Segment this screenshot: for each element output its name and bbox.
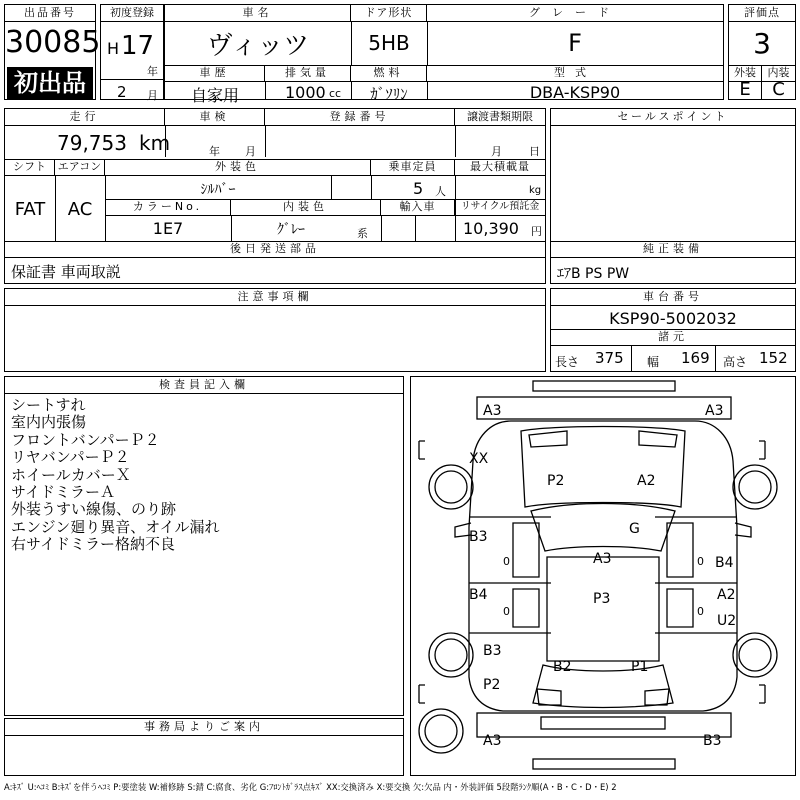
- shift-label: シフト: [5, 159, 55, 176]
- inspector-line: ホイールカバーＸ: [11, 465, 131, 484]
- damage-mark-front-left-corner: A3: [483, 403, 502, 419]
- window-zero-mark: 0: [697, 555, 704, 568]
- lot-number-label: 出品番号: [5, 5, 95, 22]
- inspector-line: 室内内張傷: [11, 413, 87, 432]
- year-unit: 年: [147, 65, 158, 78]
- interior-color: ｸﾞﾚｰ: [277, 222, 305, 238]
- office-label: 事務局よりご案内: [5, 719, 403, 736]
- equipment: ｴｱB PS PW: [557, 266, 630, 282]
- damage-mark-left-front-door: B3: [469, 529, 488, 545]
- color-number-label: カラーNo.: [105, 199, 231, 216]
- inspector-line: エンジン廻り異音、オイル漏れ: [11, 517, 220, 536]
- equipment-label: 純正装備: [551, 241, 795, 258]
- later-parts-label: 後日発送部品: [5, 241, 545, 258]
- length: 375: [595, 349, 624, 367]
- sales-point-label: セールスポイント: [551, 109, 795, 126]
- import-label: 輸入車: [381, 199, 455, 216]
- inspector-box: [4, 376, 404, 716]
- inspector-line: 右サイドミラー格納不良: [11, 535, 175, 554]
- displacement-label: 排気量: [265, 65, 351, 82]
- inspector-line: サイドミラーＡ: [11, 483, 115, 502]
- transfer-month-unit: 月: [491, 145, 502, 158]
- lot-number-box: [4, 4, 101, 100]
- recycle-unit: 円: [531, 225, 542, 238]
- car-name: ヴィッツ: [206, 31, 310, 61]
- height: 152: [759, 349, 788, 367]
- interior-color-label: 内装色: [231, 199, 381, 216]
- fuel-label: 燃料: [351, 65, 427, 82]
- max-load-unit: kg: [529, 185, 542, 196]
- legend: A:ｷｽﾞ U:ﾍｺﾐ B:ｷｽﾞを伴うﾍｺﾐ P:要塗装 W:補修跡 S:錆 C:腐食、劣化 G:ﾌﾛﾝﾄｶﾞﾗｽ点ｷｽﾞ XX:交換済み X:要交換 欠:欠品 内・外装評価 5段階ﾗﾝｸ順(A・B・C・D・E) 2: [4, 782, 617, 792]
- damage-mark-windshield: G: [629, 521, 640, 537]
- reg-number-label: 登録番号: [265, 109, 455, 126]
- details-box: [4, 108, 546, 284]
- score-label: 評価点: [729, 5, 795, 22]
- int-grade: C: [772, 79, 785, 100]
- damage-mark-front-right-corner: A3: [705, 403, 724, 419]
- ac-label: エアコン: [55, 159, 105, 176]
- notes-label: 注意事項欄: [5, 289, 545, 306]
- exterior-color: ｼﾙﾊﾞｰ: [200, 182, 236, 198]
- chassis-box: [550, 288, 796, 372]
- transfer-deadline-label: 譲渡書類期限: [455, 109, 545, 126]
- ext-grade-label: 外装: [729, 65, 762, 82]
- inspector-line: フロントバンパーＰ２: [11, 430, 160, 449]
- displacement-unit: cc: [329, 87, 342, 100]
- sales-point-box: [550, 108, 796, 284]
- capacity-unit: 人: [435, 185, 446, 198]
- int-grade-label: 内装: [762, 65, 795, 82]
- window-zero-mark: 0: [697, 605, 704, 618]
- history-label: 車歴: [165, 65, 265, 82]
- inspector-notes: [11, 397, 401, 554]
- grade: F: [568, 29, 582, 57]
- model-label: 型式: [427, 65, 723, 82]
- damage-mark-rear-left-bumper: A3: [483, 733, 502, 749]
- fuel: ｶﾞｿﾘﾝ: [370, 85, 408, 103]
- first-listing-badge: 初出品: [7, 67, 93, 99]
- year: 17: [121, 31, 155, 61]
- inspection-label: 車検: [165, 109, 265, 126]
- grade-label: グレード: [427, 5, 723, 22]
- interior-color-unit: 系: [357, 227, 368, 240]
- first-registration-label: 初度登録: [101, 5, 163, 22]
- dims-label: 諸元: [551, 329, 795, 346]
- height-label: 高さ: [723, 355, 748, 369]
- month-unit: 月: [147, 89, 158, 102]
- recycle-fee: 10,390: [463, 219, 519, 238]
- mileage-label: 走行: [5, 109, 165, 126]
- car-diagram: [411, 377, 795, 775]
- ext-grade: E: [729, 81, 762, 99]
- inspector-line: シートすれ: [11, 396, 86, 414]
- door-type: 5HB: [368, 31, 410, 55]
- window-zero-mark: 0: [503, 605, 510, 618]
- damage-mark-right-rear-door-lower: U2: [717, 613, 737, 629]
- damage-mark-tailgate-right: P1: [631, 659, 649, 675]
- displacement: 1000: [285, 83, 326, 102]
- color-number: 1E7: [152, 219, 184, 238]
- chassis-label: 車台番号: [551, 289, 795, 306]
- damage-mark-hood-right: A2: [637, 473, 656, 489]
- inspector-label: 検査員記入欄: [5, 377, 403, 394]
- transfer-day-unit: 日: [529, 145, 540, 158]
- capacity-label: 乗車定員: [371, 159, 455, 176]
- damage-mark-rear-right-bumper: B3: [703, 733, 722, 749]
- damage-mark-hood-left: P2: [547, 473, 565, 489]
- car-name-label: 車名: [165, 5, 351, 22]
- door-label: ドア形状: [351, 5, 427, 22]
- damage-mark-right-front-door: B4: [715, 555, 734, 571]
- inspector-line: 外装うすい線傷、のり跡: [11, 500, 177, 519]
- lot-number: 30085: [5, 25, 101, 60]
- inspection-month-unit: 月: [245, 145, 256, 158]
- chassis-number: KSP90-5002032: [609, 309, 737, 328]
- width-label: 幅: [647, 355, 660, 369]
- history: 自家用: [190, 86, 239, 105]
- mileage-unit: km: [139, 131, 171, 155]
- width: 169: [681, 349, 710, 367]
- damage-mark-tailgate-left: B2: [553, 659, 572, 675]
- shift: FAT: [14, 199, 46, 220]
- damage-mark-roof-front: A3: [593, 551, 612, 567]
- inspector-line: リヤバンパーＰ２: [11, 448, 130, 467]
- main-spec-box: [164, 4, 724, 105]
- window-zero-mark: 0: [503, 555, 510, 568]
- capacity: 5: [413, 179, 424, 198]
- exterior-color-label: 外装色: [105, 159, 371, 176]
- damage-mark-roof-rear: P3: [593, 591, 611, 607]
- first-registration-box: [100, 4, 164, 100]
- score-box: [728, 4, 796, 100]
- later-parts: 保証書 車両取説: [11, 263, 121, 281]
- damage-mark-left-mirror: XX: [469, 451, 489, 467]
- mileage: 79,753: [57, 131, 127, 155]
- length-label: 長さ: [555, 355, 580, 369]
- model-code: DBA-KSP90: [529, 83, 621, 102]
- notes-box: [4, 288, 546, 372]
- month: 2: [117, 83, 127, 101]
- max-load-label: 最大積載量: [455, 159, 545, 176]
- damage-diagram-box: [410, 376, 796, 776]
- damage-mark-right-rear-door: A2: [717, 587, 736, 603]
- damage-mark-left-rear-fender: B3: [483, 643, 502, 659]
- era: H: [107, 39, 120, 58]
- inspection-year-unit: 年: [209, 145, 220, 158]
- office-box: [4, 718, 404, 776]
- damage-mark-rear-left-corner: P2: [483, 677, 501, 693]
- recycle-label: リサイクル預託金: [455, 199, 545, 216]
- score: 3: [753, 27, 771, 60]
- damage-mark-left-rear-door: B4: [469, 587, 488, 603]
- ac: AC: [67, 199, 93, 220]
